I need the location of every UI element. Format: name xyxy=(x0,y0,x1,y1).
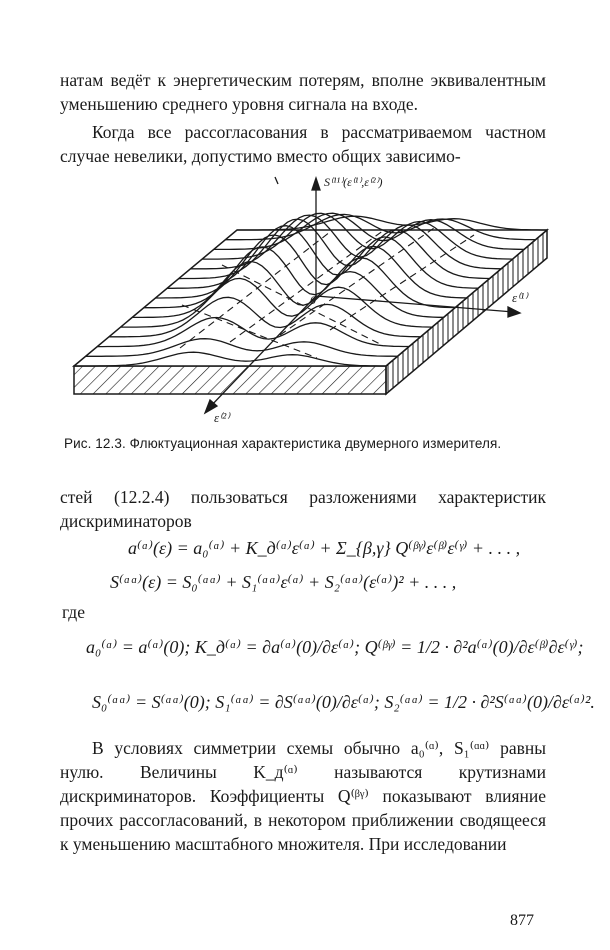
paragraph-1: натам ведёт к энергетическим потерям, вполне эквивалентным уменьшению среднего уровня сигнала на входе. xyxy=(60,70,546,114)
axis-label-e2: ε⁽²⁾ xyxy=(214,410,230,425)
page-number: 877 xyxy=(510,912,534,929)
paragraph-3: стей (12.2.4) пользоваться разложениями характеристик дискриминаторов xyxy=(60,487,546,531)
figure-caption: Рис. 12.3. Флюктуационная характеристика двумерного измерителя. xyxy=(64,436,502,451)
equation-a-expansion: a⁽ᵅ⁾(ε) = a₀⁽ᵅ⁾ + K_д⁽ᵅ⁾ε⁽ᵅ⁾ + Σ_{β,γ} Q⁽ᵝᵞ⁾ε⁽ᵝ⁾ε⁽ᵞ⁾ + . . . , xyxy=(128,538,521,558)
equation-s-expansion: S⁽ᵅᵅ⁾(ε) = S₀⁽ᵅᵅ⁾ + S₁⁽ᵅᵅ⁾ε⁽ᵅ⁾ + S₂⁽ᵅᵅ⁾(ε⁽ᵅ⁾)² + . . . , xyxy=(110,572,457,592)
origin-label: 0 xyxy=(310,293,316,307)
contour-line xyxy=(237,216,547,230)
axis-label-s: S⁽¹¹⁾(ε⁽¹⁾,ε⁽²⁾) xyxy=(324,175,383,189)
slab-base xyxy=(74,230,547,394)
equation-s-coefficients: S₀⁽ᵅᵅ⁾ = S⁽ᵅᵅ⁾(0); S₁⁽ᵅᵅ⁾ = ∂S⁽ᵅᵅ⁾(0)/∂ε⁽ᵅ⁾; S₂⁽ᵅᵅ⁾ = 1/2 · ∂²S⁽ᵅᵅ⁾(0)/∂ε⁽ᵅ⁾². xyxy=(92,692,595,712)
paragraph-2: Когда все рассогласования в рассматриваемом частном случае невелики, допустимо вместо общих зависимо- xyxy=(60,122,546,166)
where-label: где xyxy=(62,602,85,622)
paragraph-4: В условиях симметрии схемы обычно a₀⁽ᵅ⁾, S₁⁽ᵅᵅ⁾ равны нулю. Величины K_д⁽ᵅ⁾ называются крутизнами дискриминаторов. Коэффициенты Q⁽ᵝᵞ⁾ показывают влияние прочих рассогласований, в некотором приближении сводящееся к уменьшению масштабного множителя. При исследовании xyxy=(60,738,546,854)
axis-label-e1: ε⁽¹⁾ xyxy=(512,290,528,305)
equation-a-coefficients: a₀⁽ᵅ⁾ = a⁽ᵅ⁾(0); K_д⁽ᵅ⁾ = ∂a⁽ᵅ⁾(0)/∂ε⁽ᵅ⁾; Q⁽ᵝᵞ⁾ = 1/2 · ∂²a⁽ᵅ⁾(0)/∂ε⁽ᵝ⁾∂ε⁽ᵞ⁾; xyxy=(86,637,584,657)
surface-figure xyxy=(62,170,552,432)
